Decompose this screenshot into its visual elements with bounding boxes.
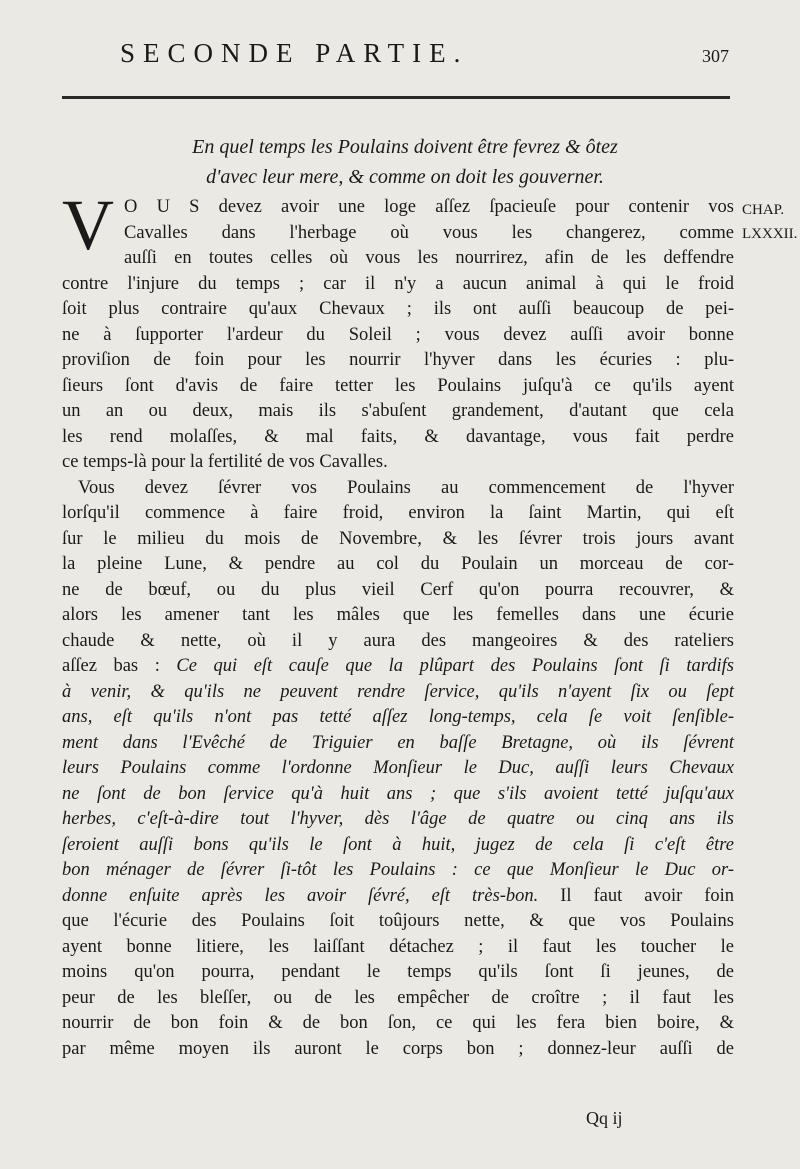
text-line-italic: bon ménager de ſévrer ſi-tôt les Poulains : ce que Monſieur le Duc or- bbox=[62, 860, 734, 880]
text-line: un an ou deux, mais ils s'abuſent grandement, d'autant que cela bbox=[62, 401, 734, 421]
catchword: Qq ij bbox=[586, 1108, 623, 1128]
text-line: contre l'injure du temps ; car il n'y a aucun animal à qui le froid bbox=[62, 273, 734, 294]
text-line: ne de bœuf, ou du plus vieil Cerf qu'on pourra recouvrer, & bbox=[62, 579, 734, 600]
text-line: Cavalles dans l'herbage où vous les changerez, comme bbox=[124, 222, 734, 243]
text-line: alors les amener tant les mâles que les femelles dans une écurie bbox=[62, 605, 734, 625]
text-line: ſieurs ſont d'avis de faire tetter les Poulains juſqu'à ce qu'ils ayent bbox=[62, 375, 734, 396]
text-line: que l'écurie des Poulains ſoit toûjours nette, & que vos Poulains bbox=[62, 911, 734, 931]
text-line-italic: à venir, & qu'ils ne peuvent rendre ſervice, qu'ils n'ayent ſix ou ſept bbox=[62, 681, 734, 702]
text-line: la pleine Lune, & pendre au col du Poulain un morceau de cor- bbox=[62, 554, 734, 574]
text-line: ne à ſupporter l'ardeur du Soleil ; vous devez auſſi avoir bonne bbox=[62, 324, 734, 345]
text-line: lorſqu'il commence à faire froid, environ la ſaint Martin, qui eſt bbox=[62, 503, 734, 523]
text-line-italic: ſeroient auſſi bons qu'ils le ſont à huit, jugez de cela ſi c'eſt être bbox=[62, 834, 734, 855]
running-head bbox=[0, 38, 800, 78]
italic-text: Ce qui eſt cauſe que la plûpart des Poulains ſont ſi tardifs bbox=[176, 656, 734, 676]
chapter-title-line-1: En quel temps les Poulains doivent être fevrez & ôtez bbox=[192, 136, 618, 158]
margin-note-chap: CHAP. bbox=[742, 202, 785, 218]
roman-text: aſſez bas : bbox=[62, 656, 177, 676]
margin-note-number: LXXXII. bbox=[742, 226, 798, 242]
body-text bbox=[62, 185, 734, 1062]
text-line-italic: ans, eſt qu'ils n'ont pas tetté aſſez long-temps, cela ſe voit ſenſible- bbox=[62, 707, 734, 727]
text-line: O U S devez avoir une loge aſſez ſpacieuſe pour contenir vos bbox=[124, 197, 734, 217]
text-line: ſur le milieu du mois de Novembre, & les ſévrer trois jours avant bbox=[62, 528, 734, 549]
text-line: peur de les bleſſer, ou de les empêcher de croître ; il faut les bbox=[62, 987, 734, 1008]
text-line: les rend molaſſes, & mal faits, & davantage, vous fait perdre bbox=[62, 426, 734, 447]
text-line bbox=[62, 654, 734, 680]
text-line-italic: ne ſont de bon ſervice qu'à huit ans ; que s'ils avoient tetté juſqu'aux bbox=[62, 783, 734, 804]
text-line: moins qu'on pourra, pendant le temps qu'ils ſont ſi jeunes, de bbox=[62, 962, 734, 982]
text-line: chaude & nette, où il y aura des mangeoires & des rateliers bbox=[62, 630, 734, 651]
text-line: ſoit plus contraire qu'aux Chevaux ; ils ont auſſi beaucoup de pei- bbox=[62, 299, 734, 319]
text-line: proviſion de foin pour les nourrir l'hyver dans les écuries : plu- bbox=[62, 350, 734, 370]
text-line bbox=[62, 884, 734, 910]
text-line-italic: ment dans l'Evêché de Triguier en baſſe Bretagne, où ils ſévrent bbox=[62, 732, 734, 753]
italic-text: donne enſuite après les avoir ſévré, eſt très-bon. bbox=[62, 885, 539, 906]
text-line: Vous devez ſévrer vos Poulains au commencement de l'hyver bbox=[78, 477, 734, 498]
text-line-italic: herbes, c'eſt-à-dire tout l'hyver, dès l'âge de quatre ou cinq ans ils bbox=[62, 809, 734, 829]
page-number: 307 bbox=[702, 46, 729, 66]
text-line: ce temps-là pour la fertilité de vos Cavalles. bbox=[62, 452, 388, 472]
roman-text: Il faut avoir foin bbox=[538, 885, 734, 906]
drop-cap: V bbox=[62, 185, 114, 265]
chapter-title bbox=[60, 132, 750, 192]
chapter-margin-note bbox=[742, 198, 797, 246]
chapter-title-line-2: d'avec leur mere, & comme on doit les gouverner. bbox=[206, 166, 604, 188]
running-title: SECONDE PARTIE. bbox=[120, 38, 469, 68]
text-line: nourrir de bon foin & de bon ſon, ce qui les fera bien boire, & bbox=[62, 1013, 734, 1033]
header-rule bbox=[62, 96, 730, 99]
text-line: par même moyen ils auront le corps bon ; donnez-leur auſſi de bbox=[62, 1038, 734, 1059]
text-line-italic: leurs Poulains comme l'ordonne Monſieur le Duc, auſſi leurs Chevaux bbox=[62, 758, 734, 778]
text-line: ayent bonne litiere, les laiſſant détachez ; il faut les toucher le bbox=[62, 936, 734, 957]
text-line: auſſi en toutes celles où vous les nourrirez, afin de les deffendre bbox=[124, 248, 734, 268]
